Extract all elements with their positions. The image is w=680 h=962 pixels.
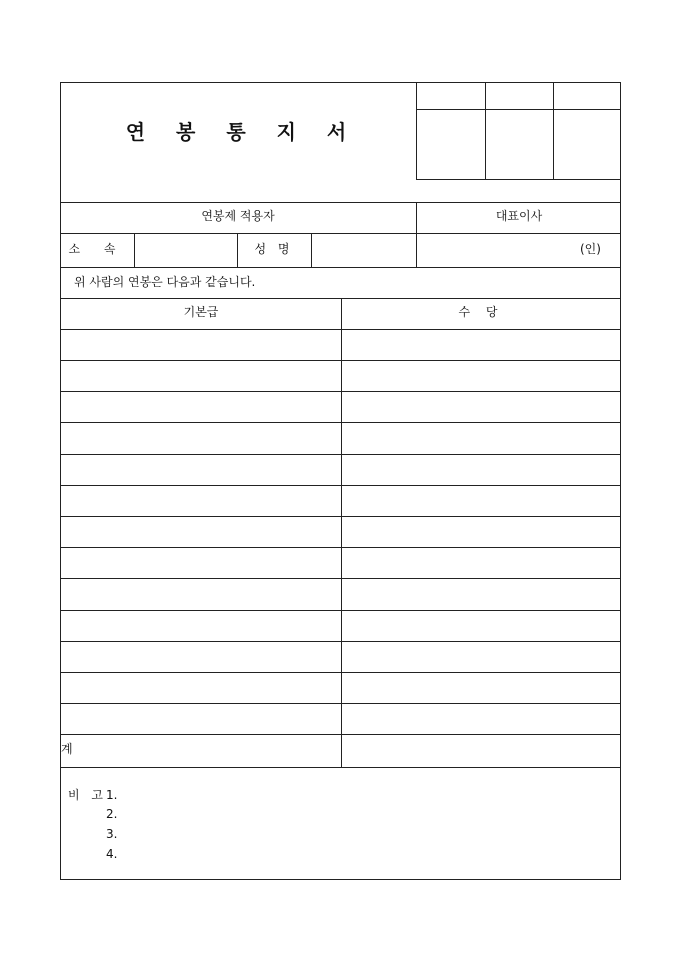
remarks-label: 비 고 — [68, 788, 107, 802]
allowance-header: 수 당 — [458, 305, 504, 319]
statement-text: 위 사람의 연봉은 다음과 같습니다. — [74, 275, 256, 289]
remark-item-4: 4. — [106, 847, 118, 861]
applicant-header: 연봉제 적용자 — [201, 209, 275, 223]
remark-item-3: 3. — [106, 827, 118, 841]
document-title: 연 봉 통 지 서 — [125, 120, 359, 144]
remark-item-2: 2. — [106, 807, 118, 821]
base-salary-header: 기본급 — [183, 305, 219, 319]
name-label: 성 명 — [254, 242, 294, 256]
approval-sign-cell-3[interactable] — [554, 110, 621, 178]
approval-sign-cell-2[interactable] — [486, 110, 552, 178]
seal-mark: (인) — [580, 242, 601, 256]
approval-sign-cell-1[interactable] — [417, 110, 484, 178]
dept-label: 소 속 — [68, 242, 126, 256]
remark-item-1: 1. — [106, 788, 118, 802]
total-label: 계 — [61, 742, 73, 756]
document-frame — [60, 82, 621, 880]
ceo-header: 대표이사 — [495, 209, 543, 223]
